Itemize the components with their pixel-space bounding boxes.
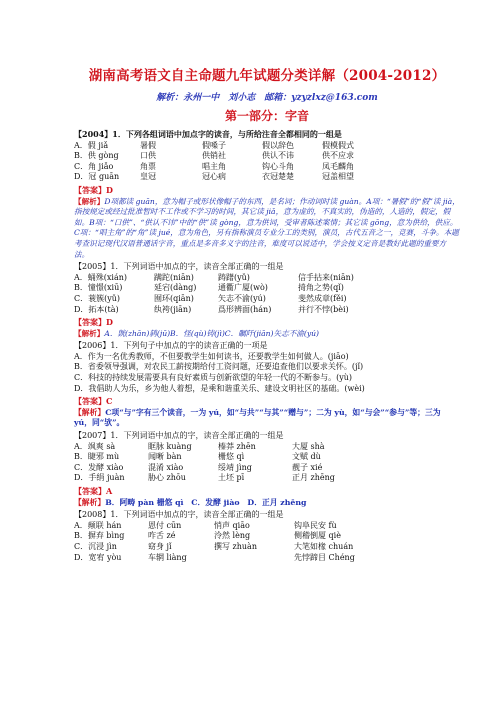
answer-label: 【答案】A (74, 486, 113, 496)
explanation-label: 【解析】 (74, 328, 105, 338)
answer-label: 【答案】D (74, 317, 113, 328)
option-cell: 假以辞色 (262, 140, 294, 150)
document-title: 湖南高考语文自主命题九年试题分类详解（2004-2012） (88, 68, 446, 84)
option-row (74, 283, 460, 294)
option-cell: 咋舌 zé (148, 531, 176, 541)
question-stem: 【2008】1．下列词语中加点的字，读音全部正确的一组是 (74, 510, 284, 520)
option-cell: B．摒弃 bìng (74, 531, 125, 541)
question-stem: 【2007】1．下列词语中加点的字，读音全部正确的一组是 (74, 431, 284, 441)
explanation (74, 408, 460, 429)
option-cell: 假嗓子 (202, 140, 226, 150)
option-row (74, 531, 460, 542)
option-cell: 掎角之势(qǐ) (298, 283, 344, 293)
option-cell: 凤毛麟角 (322, 161, 354, 171)
option-cell: B．睫邪 mù (74, 452, 120, 462)
option-cell: 暑假 (140, 140, 156, 150)
option-cell: 混淆 xiào (148, 462, 184, 472)
option-cell: D．冠 guān (74, 172, 120, 182)
option-cell: D．拓本(tà) (74, 304, 119, 314)
option-row (74, 521, 460, 532)
option-cell: D．手绢 juàn (74, 473, 125, 483)
option-cell: B．供 gòng (74, 151, 119, 161)
option-cell: A．飒爽 sà (74, 441, 116, 451)
option-cell: 皇冠 (140, 172, 156, 182)
option-cell: 踌躇(yǔ) (218, 272, 250, 282)
question-stem: 【2004】1．下列各组词语中加点字的读音，与所给注音全都相同的一组是 (74, 129, 342, 139)
option-cell: A．蛹殊(xián) (74, 272, 128, 282)
option-cell: 大厦 shà (292, 441, 325, 451)
option-cell: 供认不讳 (262, 151, 294, 161)
option-cell: D．宽宥 yòu (74, 552, 122, 562)
option-row (74, 162, 460, 173)
option-cell: 土坯 pī (218, 473, 245, 483)
option-cell: 唱主角 (202, 161, 226, 171)
question-2005 (74, 262, 460, 339)
author-line: 解析：永州一中 刘小志 邮箱：yzyzlxz@163.com (156, 93, 378, 103)
option-cell: 假模假式 (322, 140, 354, 150)
option-line: B．省委领导强调，对农民工薪按期给付工资问题，还要追查他们以要求关怀。(jǐ) (74, 362, 364, 372)
option-cell: 囿环(qiān) (154, 293, 194, 303)
option-cell: 钩阜民安 fù (294, 520, 337, 530)
option-cell: C．发酵 xiào (74, 462, 124, 472)
option-cell: 大笔如椽 chuán (294, 541, 354, 551)
option-cell: 栅悠 qì (218, 452, 245, 462)
option-row (74, 141, 460, 152)
option-cell: C．沉浸 jìn (74, 541, 117, 551)
option-cell: 矢志不渝(yú) (218, 293, 266, 303)
option-cell: B．憧憬(xiū) (74, 283, 123, 293)
question-2008 (74, 510, 460, 563)
option-cell: 冠心病 (202, 172, 226, 182)
option-cell: 延宕(dàng) (154, 283, 197, 293)
option-cell: 靓子 xié (292, 462, 323, 472)
option-cell: 角票 (140, 161, 156, 171)
option-line: A．作为一名优秀教师，不但要教学生如何读书，还要教学生如何做人。(jiāo) (74, 351, 349, 361)
explanation-text: A．皝(zhān)鸫(jū)B．怪(qù)铸(jì)C．瞩阡(jiān)矢志不渝(yú) (104, 328, 319, 338)
option-line: D．我倡助人为乐，乡为他人着想，是乘和谐重关乐、建设文明社区的基础。(wèi) (74, 383, 365, 393)
option-cell: 通衢广厦(wò) (218, 283, 268, 293)
explanation-text: B．阿畴 pàn 栅悠 qì C．发酵 jiào D．正月 zhēng (105, 497, 307, 507)
option-row (74, 542, 460, 553)
option-cell: 爲形辨面(hán) (218, 304, 272, 314)
option-cell: C．蓑簇(yǔ) (74, 293, 121, 303)
answer-label: 【答案】C (74, 396, 113, 407)
option-row (74, 442, 460, 453)
explanation (74, 498, 460, 509)
option-row (74, 473, 460, 484)
option-table (74, 521, 460, 563)
explanation (74, 197, 460, 261)
section-heading: 第一部分：字音 (224, 109, 309, 123)
option-cell: 信手拈来(niān) (298, 272, 354, 282)
option-cell: 衣冠楚楚 (262, 172, 294, 182)
option-cell: 眶脉 kuàng (148, 441, 192, 451)
explanation-label: 【解析】 (74, 497, 106, 507)
option-cell: A．颠联 hán (74, 520, 122, 530)
option-cell: 胁心 zhōu (148, 473, 186, 483)
option-table (74, 141, 460, 183)
option-cell: 窈身 jǐ (148, 541, 172, 551)
answer-label: 【答案】D (74, 184, 113, 195)
question-2007 (74, 431, 460, 508)
option-cell: 悄声 qiāo (214, 520, 250, 530)
option-cell: 先悖蹄目 Chéng (294, 552, 355, 562)
option-row (74, 305, 460, 316)
option-cell: 绥靖 jìng (218, 462, 252, 472)
option-line: C．科技的持续发展需要具有良好素质与创新欲望的年轻一代的不断参与。(yù) (74, 373, 353, 383)
question-2006 (74, 341, 460, 429)
option-cell: 正月 zhēng (292, 473, 335, 483)
option-cell: 供不应求 (322, 151, 354, 161)
option-cell: 闻晰 bàn (148, 452, 182, 462)
option-cell: 供销社 (202, 151, 226, 161)
option-row (74, 294, 460, 305)
option-cell: 斐然成章(fěi) (298, 293, 347, 303)
option-row (74, 463, 460, 474)
option-cell: 榛莽 zhēn (218, 441, 256, 451)
option-row (74, 452, 460, 463)
option-cell: 口供 (140, 151, 156, 161)
option-cell: 恩付 cūn (148, 520, 182, 530)
option-cell: 并行不悖(bèi) (298, 304, 349, 314)
explanation (74, 329, 460, 340)
explanation-text: C项“与”字有三个读音，一为 yú，如“与共”“与其”“赠与”；二为 yù，如“与会”“参与”等；三为 yú，同“欤”。 (74, 407, 441, 428)
option-cell: A．假 jiǎ (74, 140, 109, 150)
question-stem: 【2005】1．下列词语中加点的字，读音全部正确的一组是 (74, 262, 284, 272)
option-table (74, 442, 460, 484)
option-cell: 泠然 lèng (214, 531, 251, 541)
option-table (74, 273, 460, 315)
option-cell: 车辋 liàng (148, 552, 187, 562)
option-cell: 纨袴(jiān) (154, 304, 192, 314)
option-row (74, 172, 460, 183)
option-cell: 冠盖相望 (322, 172, 354, 182)
explanation-label: 【解析】 (74, 407, 106, 417)
option-row (74, 553, 460, 564)
option-row (74, 273, 460, 284)
question-stem: 【2006】1．下列句子中加点的字的读音正确的一项是 (74, 341, 268, 351)
option-cell: 侧稽倒厦 qiè (294, 531, 341, 541)
option-cell: C．角 jiǎo (74, 161, 114, 171)
option-cell: 钩心斗角 (262, 161, 294, 171)
explanation-label: 【解析】 (74, 196, 105, 206)
option-row (74, 151, 460, 162)
explanation-text: D项都读 guān，意为帽子或形状像帽子的东西，是名词；作动词时读 guàn。A项：“暑假”的“假”读 jià，指按规定或经过批准暂时不工作或不学习的时间，其它读 jiǎ，意为虚的，不真实的，伪造的，人造的，假定，假如。B项：“口供”、“供认不讳”中的“供”读 gòng，意为供词，受审者陈述案情；其它读 gōng，意为供给，供应。C项：“唱主角”的“角”读 jué，意为角色，另有指称演员专业分工的类别，演员，古代五音之一，竞赛，斗争。本题考查识记现代汉语普通话字音，重点是多音多义字的注音，难度可以说适中，学会按义定音是教好此题的重要方法。 (74, 196, 460, 259)
option-cell: 文赋 dù (292, 452, 321, 462)
option-cell: 蹒跎(niān) (154, 272, 194, 282)
option-cell: 撰写 zhuàn (214, 541, 257, 551)
question-2004 (74, 129, 460, 260)
